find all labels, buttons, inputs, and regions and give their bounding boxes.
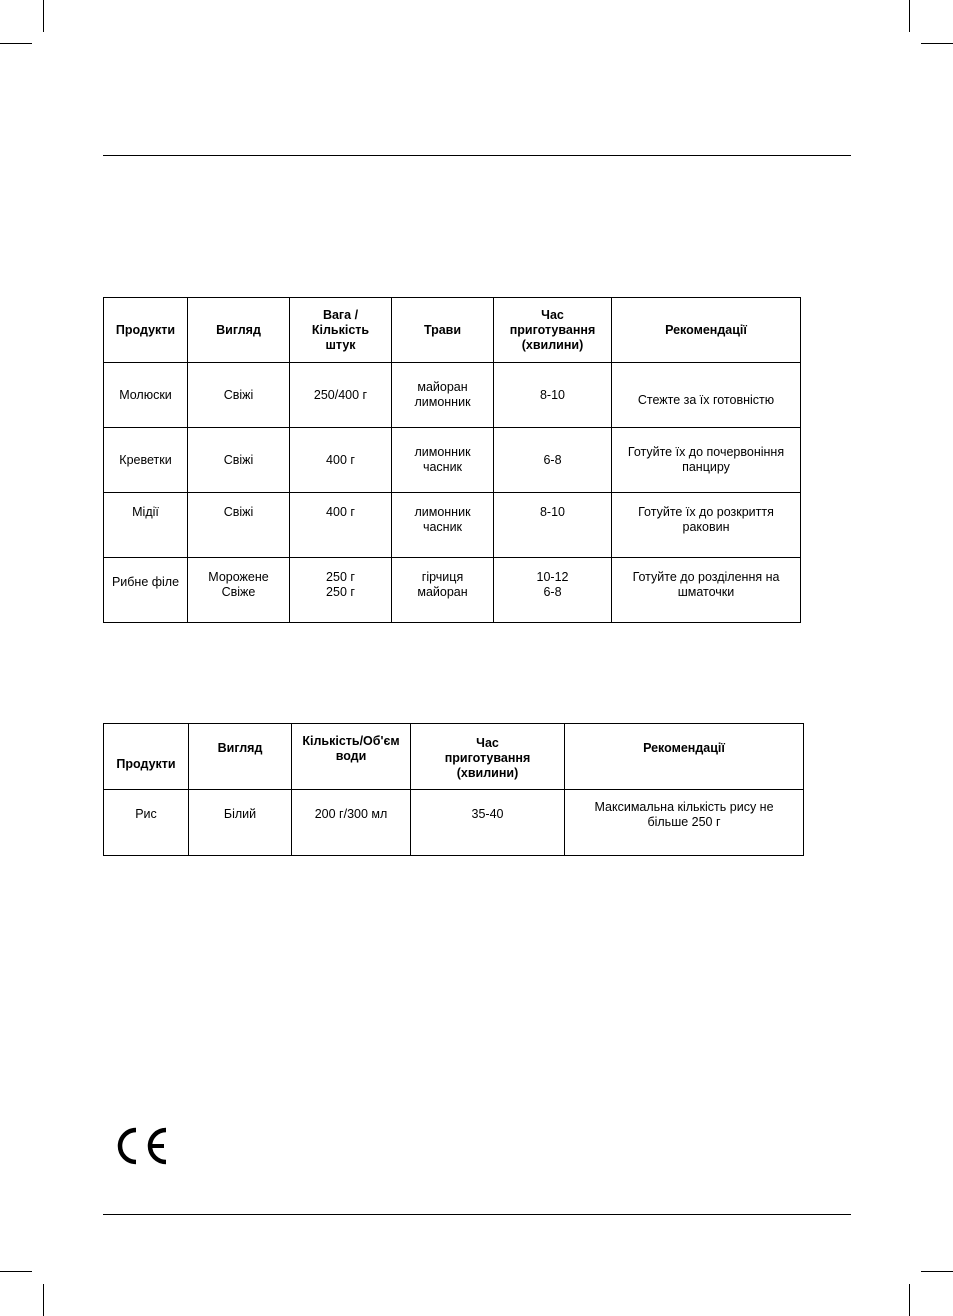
column-header: Час приготування (хвилини) <box>411 724 565 790</box>
table-cell: 400 г <box>290 428 392 493</box>
table-cell: Свіжі <box>188 428 290 493</box>
crop-mark <box>921 43 953 44</box>
table-cell: 250 г 250 г <box>290 558 392 623</box>
table-cell: 400 г <box>290 493 392 558</box>
table-cell: гірчиця майоран <box>392 558 494 623</box>
crop-mark <box>909 0 910 32</box>
table-cell: Готуйте їх до почервоніння панциру <box>612 428 801 493</box>
table-cell: майоран лимонник <box>392 363 494 428</box>
table-cell: Готуйте їх до розкриття раковин <box>612 493 801 558</box>
column-header: Продукти <box>104 724 189 790</box>
table-cell: лимонник часник <box>392 428 494 493</box>
crop-mark <box>909 1284 910 1316</box>
ce-mark-icon <box>117 1127 169 1165</box>
table-cell: Рибне філе <box>104 558 188 623</box>
column-header: Рекомендації <box>612 298 801 363</box>
table-row <box>104 790 804 856</box>
table-row <box>104 363 801 428</box>
table-cell: 10-12 6-8 <box>494 558 612 623</box>
table-cell: Максимальна кількість рису не більше 250 г <box>565 790 804 856</box>
table-cell: Рис <box>104 790 189 856</box>
table-row <box>104 493 801 558</box>
table-cell: лимонник часник <box>392 493 494 558</box>
column-header: Вигляд <box>188 298 290 363</box>
crop-mark <box>43 1284 44 1316</box>
table-cell: 35-40 <box>411 790 565 856</box>
column-header: Рекомендації <box>565 724 804 790</box>
crop-mark <box>921 1271 953 1272</box>
table-cell: Молюски <box>104 363 188 428</box>
table-header-row <box>104 298 801 363</box>
table-cell: 200 г/300 мл <box>292 790 411 856</box>
header-rule <box>103 155 851 156</box>
column-header: Кількість/Об'єм води <box>292 724 411 790</box>
table-cell: Морожене Свіже <box>188 558 290 623</box>
table-cell: Свіжі <box>188 363 290 428</box>
column-header: Вага / Кількість штук <box>290 298 392 363</box>
column-header: Трави <box>392 298 494 363</box>
table-cell: 250/400 г <box>290 363 392 428</box>
crop-mark <box>0 1271 32 1272</box>
table-cell: 8-10 <box>494 493 612 558</box>
table-cell: Свіжі <box>188 493 290 558</box>
table-cell: Мідії <box>104 493 188 558</box>
table-cell: Креветки <box>104 428 188 493</box>
table-cell: Стежте за їх готовністю <box>612 363 801 428</box>
crop-mark <box>43 0 44 32</box>
seafood-table <box>103 297 801 623</box>
column-header: Вигляд <box>189 724 292 790</box>
rice-table <box>103 723 804 856</box>
table-cell: Готуйте до розділення на шматочки <box>612 558 801 623</box>
table-cell: 8-10 <box>494 363 612 428</box>
column-header: Продукти <box>104 298 188 363</box>
footer-rule <box>103 1214 851 1215</box>
table-header-row <box>104 724 804 790</box>
table-cell: Білий <box>189 790 292 856</box>
table-cell: 6-8 <box>494 428 612 493</box>
table-row <box>104 428 801 493</box>
crop-mark <box>0 43 32 44</box>
column-header: Час приготування (хвилини) <box>494 298 612 363</box>
table-row <box>104 558 801 623</box>
